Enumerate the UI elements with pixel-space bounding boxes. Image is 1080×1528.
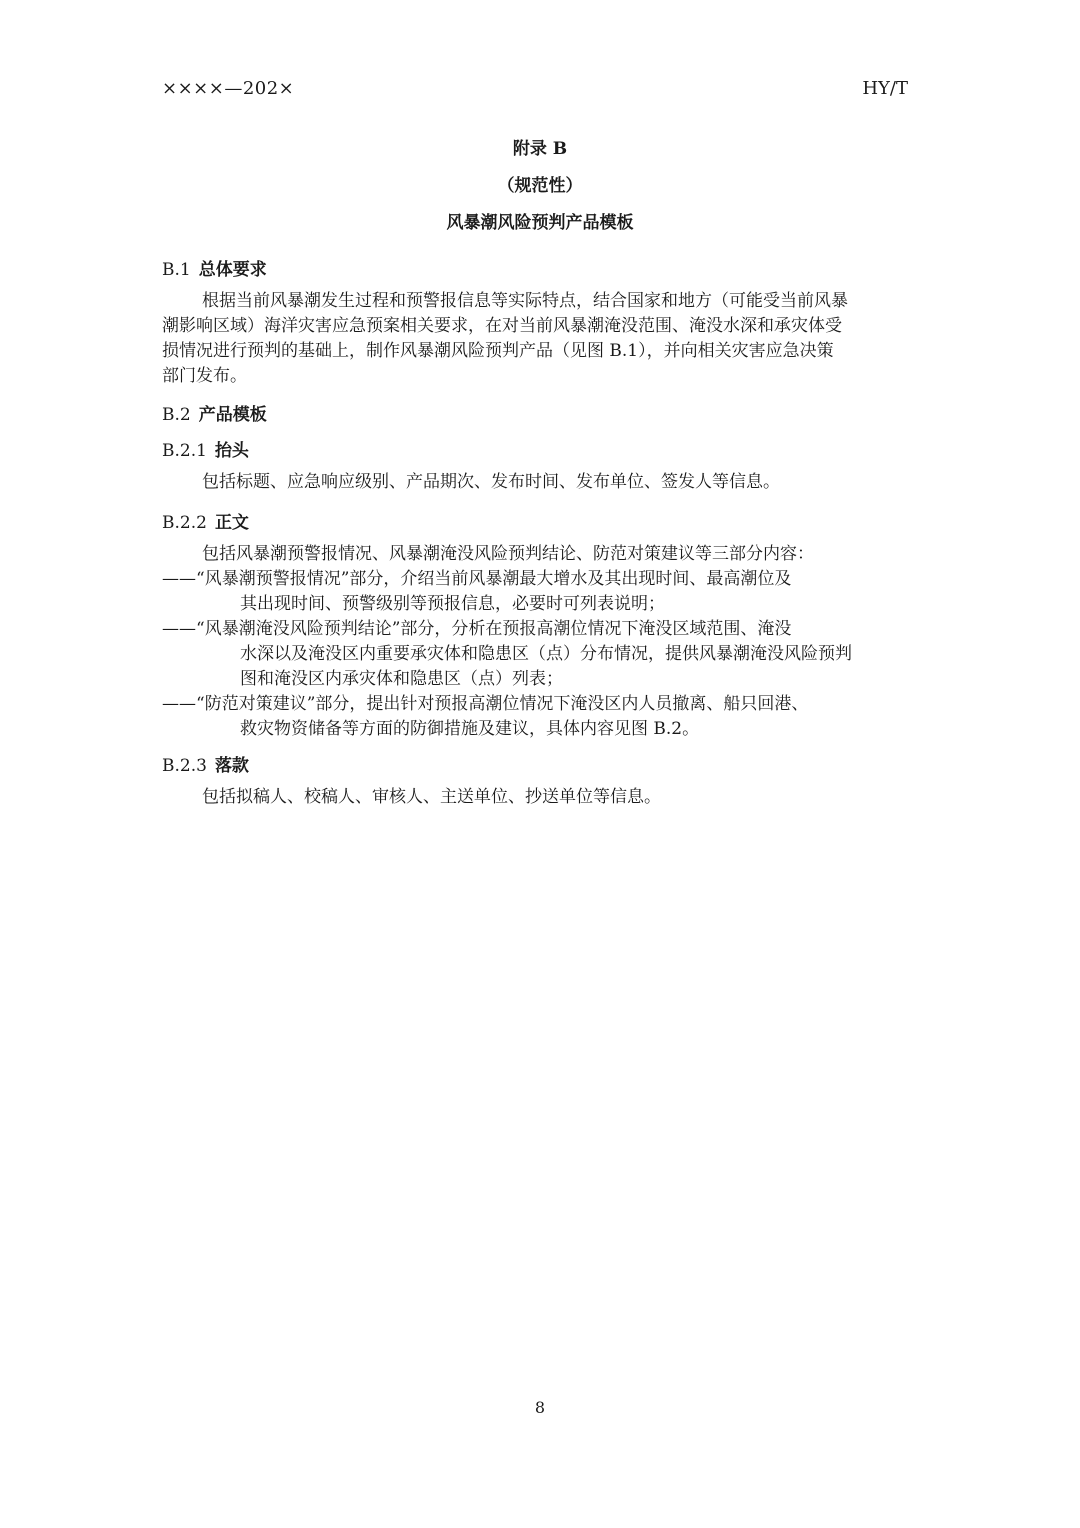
section-b22-body (162, 542, 918, 742)
list-item: ——“风暴潮预警报情况”部分，介绍当前风暴潮最大增水及其出现时间、最高潮位及 (162, 569, 792, 589)
paragraph-line: 根据当前风暴潮发生过程和预警报信息等实际特点，结合国家和地方（可能受当前风暴 (202, 291, 848, 311)
section-number: B.2 (162, 405, 191, 425)
appendix-normative: （规范性） (497, 176, 583, 196)
appendix-title: 风暴潮风险预判产品模板 (446, 213, 634, 233)
paragraph-line: 损情况进行预判的基础上，制作风暴潮风险预判产品（见图 B.1），并向相关灾害应急决策 (162, 341, 834, 361)
page-number: 8 (534, 1398, 546, 1417)
list-item: ——“防范对策建议”部分，提出针对预报高潮位情况下淹没区内人员撤离、船只回港、 (162, 694, 809, 714)
list-item-continuation: 水深以及淹没区内重要承灾体和隐患区（点）分布情况，提供风暴潮淹没风险预判 (240, 644, 852, 664)
section-title: 正文 (214, 513, 249, 533)
section-number: B.1 (162, 260, 191, 280)
section-heading-b21 (162, 436, 249, 461)
section-title: 总体要求 (198, 260, 267, 280)
section-heading-b23 (162, 751, 249, 776)
section-heading-b2 (162, 400, 267, 425)
list-item-continuation: 图和淹没区内承灾体和隐患区（点）列表； (240, 669, 563, 689)
section-title: 产品模板 (198, 405, 267, 425)
section-b23-paragraph (162, 785, 918, 810)
section-heading-b1 (162, 255, 267, 280)
section-heading-b22 (162, 508, 249, 533)
list-item-continuation: 救灾物资储备等方面的防御措施及建议，具体内容见图 B.2。 (240, 719, 700, 739)
section-b1-paragraph (162, 289, 918, 389)
section-title: 抬头 (214, 441, 249, 461)
appendix-label: 附录 B (512, 139, 568, 159)
paragraph-line: 包括拟稿人、校稿人、审核人、主送单位、抄送单位等信息。 (202, 787, 661, 807)
paragraph-line: 包括标题、应急响应级别、产品期次、发布时间、发布单位、签发人等信息。 (202, 472, 780, 492)
section-number: B.2.2 (162, 513, 207, 533)
section-title: 落款 (214, 756, 249, 776)
list-item-continuation: 其出现时间、预警级别等预报信息，必要时可列表说明； (240, 594, 665, 614)
section-number: B.2.3 (162, 756, 207, 776)
section-number: B.2.1 (162, 441, 207, 461)
paragraph-line: 部门发布。 (162, 366, 247, 386)
section-b21-paragraph (162, 470, 918, 495)
paragraph-line: 包括风暴潮预警报情况、风暴潮淹没风险预判结论、防范对策建议等三部分内容： (202, 544, 814, 564)
paragraph-line: 潮影响区域）海洋灾害应急预案相关要求，在对当前风暴潮淹没范围、淹没水深和承灾体受 (162, 316, 842, 336)
header-standard-type: HY/T (862, 78, 908, 99)
list-item: ——“风暴潮淹没风险预判结论”部分，分析在预报高潮位情况下淹没区域范围、淹没 (162, 619, 792, 639)
header-standard-number: ××××—202× (162, 78, 295, 99)
